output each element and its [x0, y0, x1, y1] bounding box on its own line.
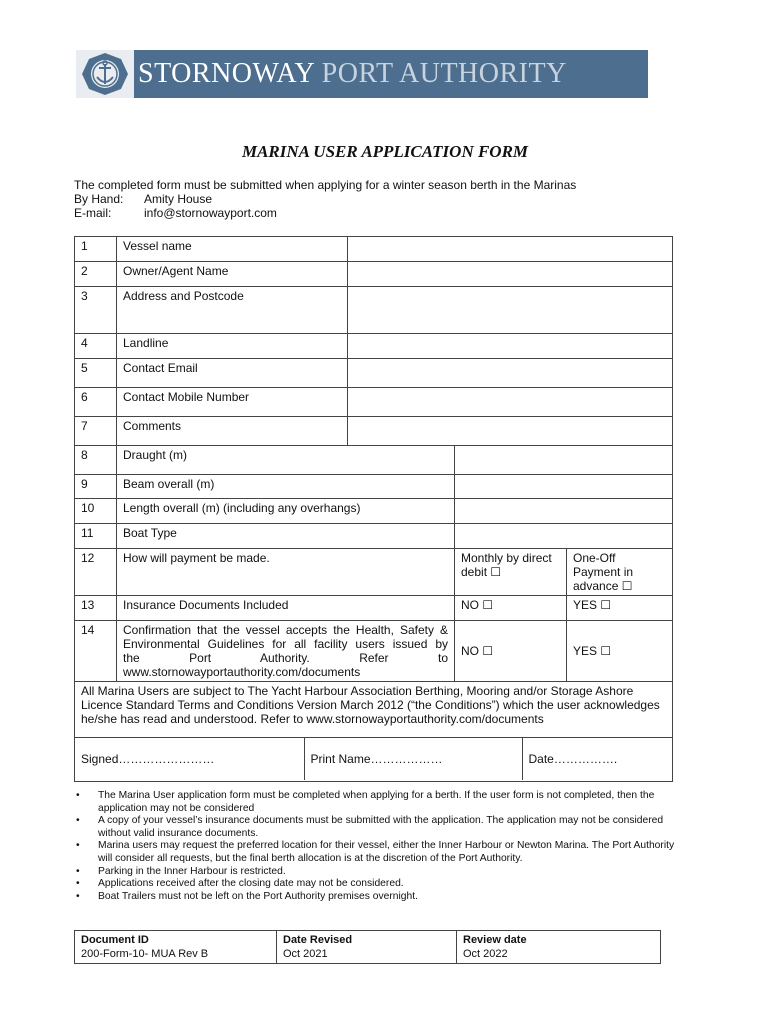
document-id-value: 200-Form-10- MUA Rev B [81, 948, 209, 960]
logo-badge [76, 50, 134, 98]
bullet-icon: • [76, 878, 80, 890]
label-line: Confirmation that the vessel accepts the Health, Safety & [123, 623, 448, 637]
intro-text: The completed form must be submitted when applying for a winter season berth in the Marinas [74, 178, 577, 192]
document-info-table [74, 930, 661, 964]
table-row [75, 388, 673, 417]
table-row [75, 237, 673, 262]
form-intro [74, 178, 576, 220]
application-table [74, 236, 673, 782]
row-number: 13 [75, 596, 117, 621]
note-text: Parking in the Inner Harbour is restricted. [98, 865, 286, 877]
table-row [75, 334, 673, 359]
row-number: 3 [75, 287, 117, 334]
row-label: Owner/Agent Name [117, 262, 348, 287]
row-label: Boat Type [117, 524, 455, 549]
row-number: 10 [75, 499, 117, 524]
date-revised-value: Oct 2021 [283, 948, 328, 960]
email-value: info@stornowayport.com [144, 206, 277, 220]
row-number: 12 [75, 549, 117, 596]
insurance-yes-checkbox[interactable]: YES ☐ [567, 596, 673, 621]
bullet-icon: • [76, 840, 80, 852]
one-off-payment-checkbox[interactable]: One-Off Payment in advance ☐ [567, 549, 673, 596]
table-row [75, 475, 673, 499]
email-line [74, 206, 576, 220]
signed-field[interactable]: Signed…………………… [75, 738, 304, 780]
document-id-heading: Document ID [81, 934, 149, 946]
bullet-icon: • [76, 815, 80, 827]
row-label: Insurance Documents Included [117, 596, 455, 621]
insurance-no-checkbox[interactable]: NO ☐ [455, 596, 567, 621]
list-item [74, 866, 684, 879]
table-row [75, 287, 673, 334]
table-row [75, 931, 661, 964]
table-row [75, 446, 673, 475]
table-row [75, 262, 673, 287]
row-label [117, 621, 455, 682]
table-row [75, 499, 673, 524]
notes-list [74, 790, 684, 903]
row-number: 8 [75, 446, 117, 475]
header-banner [76, 50, 648, 98]
note-text: The Marina User application form must be completed when applying for a berth. If the user form is not completed, then the application may not be considered [98, 790, 655, 814]
row-label: Comments [117, 417, 348, 446]
signature-row [75, 738, 673, 782]
table-row [75, 596, 673, 621]
date-field[interactable]: Date……………. [528, 752, 618, 766]
bullet-icon: • [76, 865, 80, 877]
email-label: E-mail: [74, 206, 112, 220]
label-line: www.stornowayportauthority.com/documents [123, 665, 361, 679]
owner-agent-name-field[interactable] [348, 262, 673, 287]
print-name-field[interactable]: Print Name……………… [304, 738, 522, 780]
list-item [74, 790, 684, 815]
brand-name [138, 59, 567, 89]
table-row [75, 682, 673, 738]
note-text: A copy of your vessel’s insurance documents must be submitted with the application. The application may not be considered without valid insurance documents. [98, 815, 664, 839]
table-row [75, 549, 673, 596]
row-number: 2 [75, 262, 117, 287]
beam-overall-field[interactable] [455, 475, 673, 499]
length-overall-field[interactable] [455, 499, 673, 524]
by-hand-label: By Hand: [74, 192, 124, 206]
row-label: Draught (m) [117, 446, 455, 475]
landline-field[interactable] [348, 334, 673, 359]
by-hand-line [74, 192, 576, 206]
list-item [74, 840, 684, 865]
by-hand-value: Amity House [144, 192, 213, 206]
row-number: 11 [75, 524, 117, 549]
label-line: the Port Authority. Refer to [123, 651, 448, 665]
bullet-icon: • [76, 790, 80, 801]
row-label: Length overall (m) (including any overhangs) [117, 499, 455, 524]
list-item [74, 878, 684, 891]
label-line: Environmental Guidelines for all facility users issued by [123, 637, 448, 651]
form-title: MARINA USER APPLICATION FORM [241, 142, 529, 161]
list-item [74, 815, 684, 840]
row-label: How will payment be made. [117, 549, 455, 596]
terms-notice: All Marina Users are subject to The Yacht Harbour Association Berthing, Mooring and/or Storage Ashore Licence Standard Terms and Conditions Version March 2012 (“the Conditions”) which the user acknowledges he/she has read and understood. Refer to www.stornowayportauthority.com/documents [75, 682, 673, 738]
row-number: 5 [75, 359, 117, 388]
boat-type-field[interactable] [455, 524, 673, 549]
monthly-direct-debit-checkbox[interactable]: Monthly by direct debit ☐ [455, 549, 567, 596]
brand-part-1: STORNOWAY [138, 58, 315, 89]
row-number: 1 [75, 237, 117, 262]
guidelines-no-checkbox[interactable]: NO ☐ [455, 621, 567, 682]
review-date-value: Oct 2022 [463, 948, 508, 960]
comments-field[interactable] [348, 417, 673, 446]
vessel-name-field[interactable] [348, 237, 673, 262]
note-text: Boat Trailers must not be left on the Port Authority premises overnight. [98, 890, 418, 902]
row-label: Contact Mobile Number [117, 388, 348, 417]
review-date-heading: Review date [463, 934, 527, 946]
row-number: 4 [75, 334, 117, 359]
row-number: 14 [75, 621, 117, 682]
table-row [75, 524, 673, 549]
row-label: Beam overall (m) [117, 475, 455, 499]
row-label: Address and Postcode [117, 287, 348, 334]
note-text: Marina users may request the preferred location for their vessel, either the Inner Harbour or Newton Marina. The Port Authority will consider all requests, but the final berth allocation is at the discretion of the Port Authority. [98, 840, 675, 864]
table-row [75, 359, 673, 388]
signature-cell [75, 738, 673, 782]
row-number: 9 [75, 475, 117, 499]
table-row [75, 621, 673, 682]
contact-mobile-field[interactable] [348, 388, 673, 417]
document-id-cell [75, 931, 277, 964]
review-date-cell [457, 931, 661, 964]
list-item [74, 891, 684, 904]
row-label: Vessel name [117, 237, 348, 262]
contact-email-field[interactable] [348, 359, 673, 388]
draught-field[interactable] [455, 446, 673, 475]
signature-table [75, 738, 673, 780]
date-revised-heading: Date Revised [283, 934, 353, 946]
guidelines-yes-checkbox[interactable]: YES ☐ [567, 621, 673, 682]
row-number: 7 [75, 417, 117, 446]
row-label: Landline [117, 334, 348, 359]
bullet-icon: • [76, 890, 80, 902]
row-label: Contact Email [117, 359, 348, 388]
anchor-crest-icon [78, 51, 132, 97]
brand-part-2: PORT AUTHORITY [321, 58, 567, 89]
address-postcode-field[interactable] [348, 287, 673, 334]
table-row [75, 417, 673, 446]
date-revised-cell [277, 931, 457, 964]
row-number: 6 [75, 388, 117, 417]
note-text: Applications received after the closing date may not be considered. [98, 878, 404, 890]
